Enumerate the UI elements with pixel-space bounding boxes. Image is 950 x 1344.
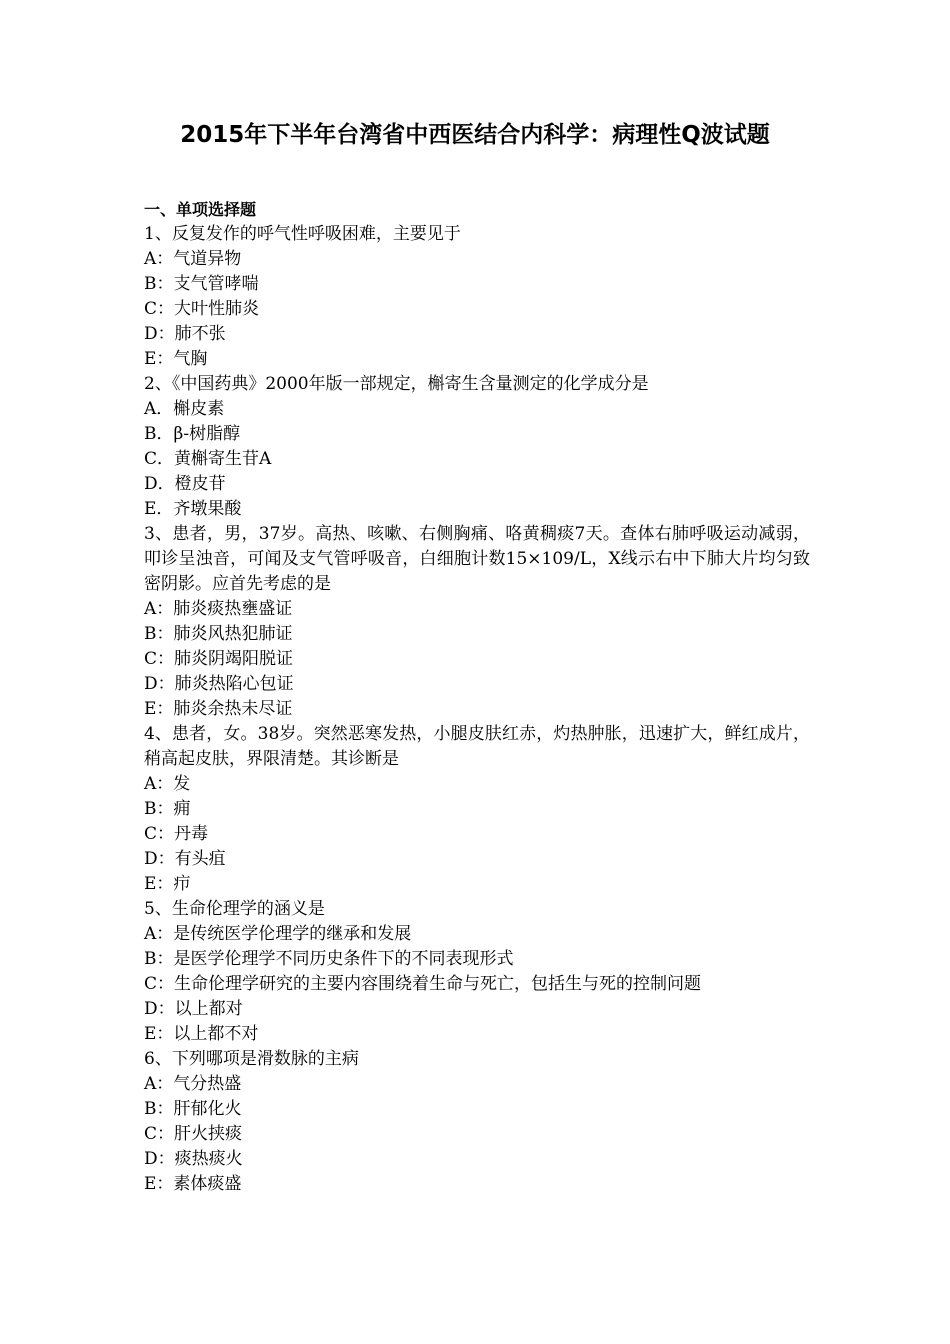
option-c: C：肺炎阴竭阳脱证 xyxy=(144,649,294,669)
option-e: E：素体痰盛 xyxy=(144,1174,242,1194)
question-5 xyxy=(144,897,810,1047)
question-2 xyxy=(144,372,810,522)
question-stem: 6、下列哪项是滑数脉的主病 xyxy=(144,1049,359,1069)
option-b: B：是医学伦理学不同历史条件下的不同表现形式 xyxy=(144,949,514,969)
option-d: D．橙皮苷 xyxy=(144,474,226,494)
option-b: B．β-树脂醇 xyxy=(144,424,241,444)
option-a: A：气道异物 xyxy=(144,249,242,269)
option-d: D：肺炎热陷心包证 xyxy=(144,674,294,694)
option-d: D：有头疽 xyxy=(144,849,226,869)
question-stem: 4、患者，女。38岁。突然恶寒发热，小腿皮肤红赤，灼热肿胀，迅速扩大，鲜红成片，稍高起皮肤，界限清楚。其诊断是 xyxy=(144,724,810,769)
question-3 xyxy=(144,522,810,722)
question-stem: 5、生命伦理学的涵义是 xyxy=(144,899,325,919)
option-c: C：生命伦理学研究的主要内容围绕着生命与死亡，包括生与死的控制问题 xyxy=(144,974,702,994)
option-a: A：气分热盛 xyxy=(144,1074,242,1094)
question-6 xyxy=(144,1047,810,1197)
option-e: E：气胸 xyxy=(144,349,208,369)
option-c: C：大叶性肺炎 xyxy=(144,299,260,319)
option-b: B：支气管哮喘 xyxy=(144,274,259,294)
option-a: A：发 xyxy=(144,774,191,794)
option-e: E：肺炎余热未尽证 xyxy=(144,699,293,719)
option-e: E：疖 xyxy=(144,874,191,894)
question-list xyxy=(144,197,810,1197)
question-stem: 2、《中国药典》2000年版一部规定，槲寄生含量测定的化学成分是 xyxy=(144,374,649,394)
option-b: B：肺炎风热犯肺证 xyxy=(144,624,293,644)
question-1 xyxy=(144,222,810,372)
option-d: D：痰热痰火 xyxy=(144,1149,243,1169)
question-stem: 1、反复发作的呼气性呼吸困难，主要见于 xyxy=(144,224,461,244)
option-d: D：肺不张 xyxy=(144,324,226,344)
option-b: B：肝郁化火 xyxy=(144,1099,242,1119)
option-d: D：以上都对 xyxy=(144,999,243,1019)
option-e: E：以上都不对 xyxy=(144,1024,259,1044)
option-b: B：痈 xyxy=(144,799,191,819)
option-a: A：是传统医学伦理学的继承和发展 xyxy=(144,924,412,944)
question-4 xyxy=(144,722,810,897)
option-a: A：肺炎痰热壅盛证 xyxy=(144,599,293,619)
document-title: 2015年下半年台湾省中西医结合内科学：病理性Q波试题 xyxy=(180,122,770,148)
option-c: C：丹毒 xyxy=(144,824,209,844)
option-a: A．槲皮素 xyxy=(144,399,225,419)
question-stem: 3、患者，男，37岁。高热、咳嗽、右侧胸痛、咯黄稠痰7天。查体右肺呼吸运动减弱，叩诊呈浊音，可闻及支气管呼吸音，白细胞计数15×109/L，X线示右中下肺大片均匀致密阴影。应首先考虑的是 xyxy=(144,524,810,594)
option-c: C：肝火挟痰 xyxy=(144,1124,243,1144)
option-c: C．黄槲寄生苷A xyxy=(144,449,272,469)
option-e: E．齐墩果酸 xyxy=(144,499,242,519)
section-heading: 一、单项选择题 xyxy=(144,200,257,219)
